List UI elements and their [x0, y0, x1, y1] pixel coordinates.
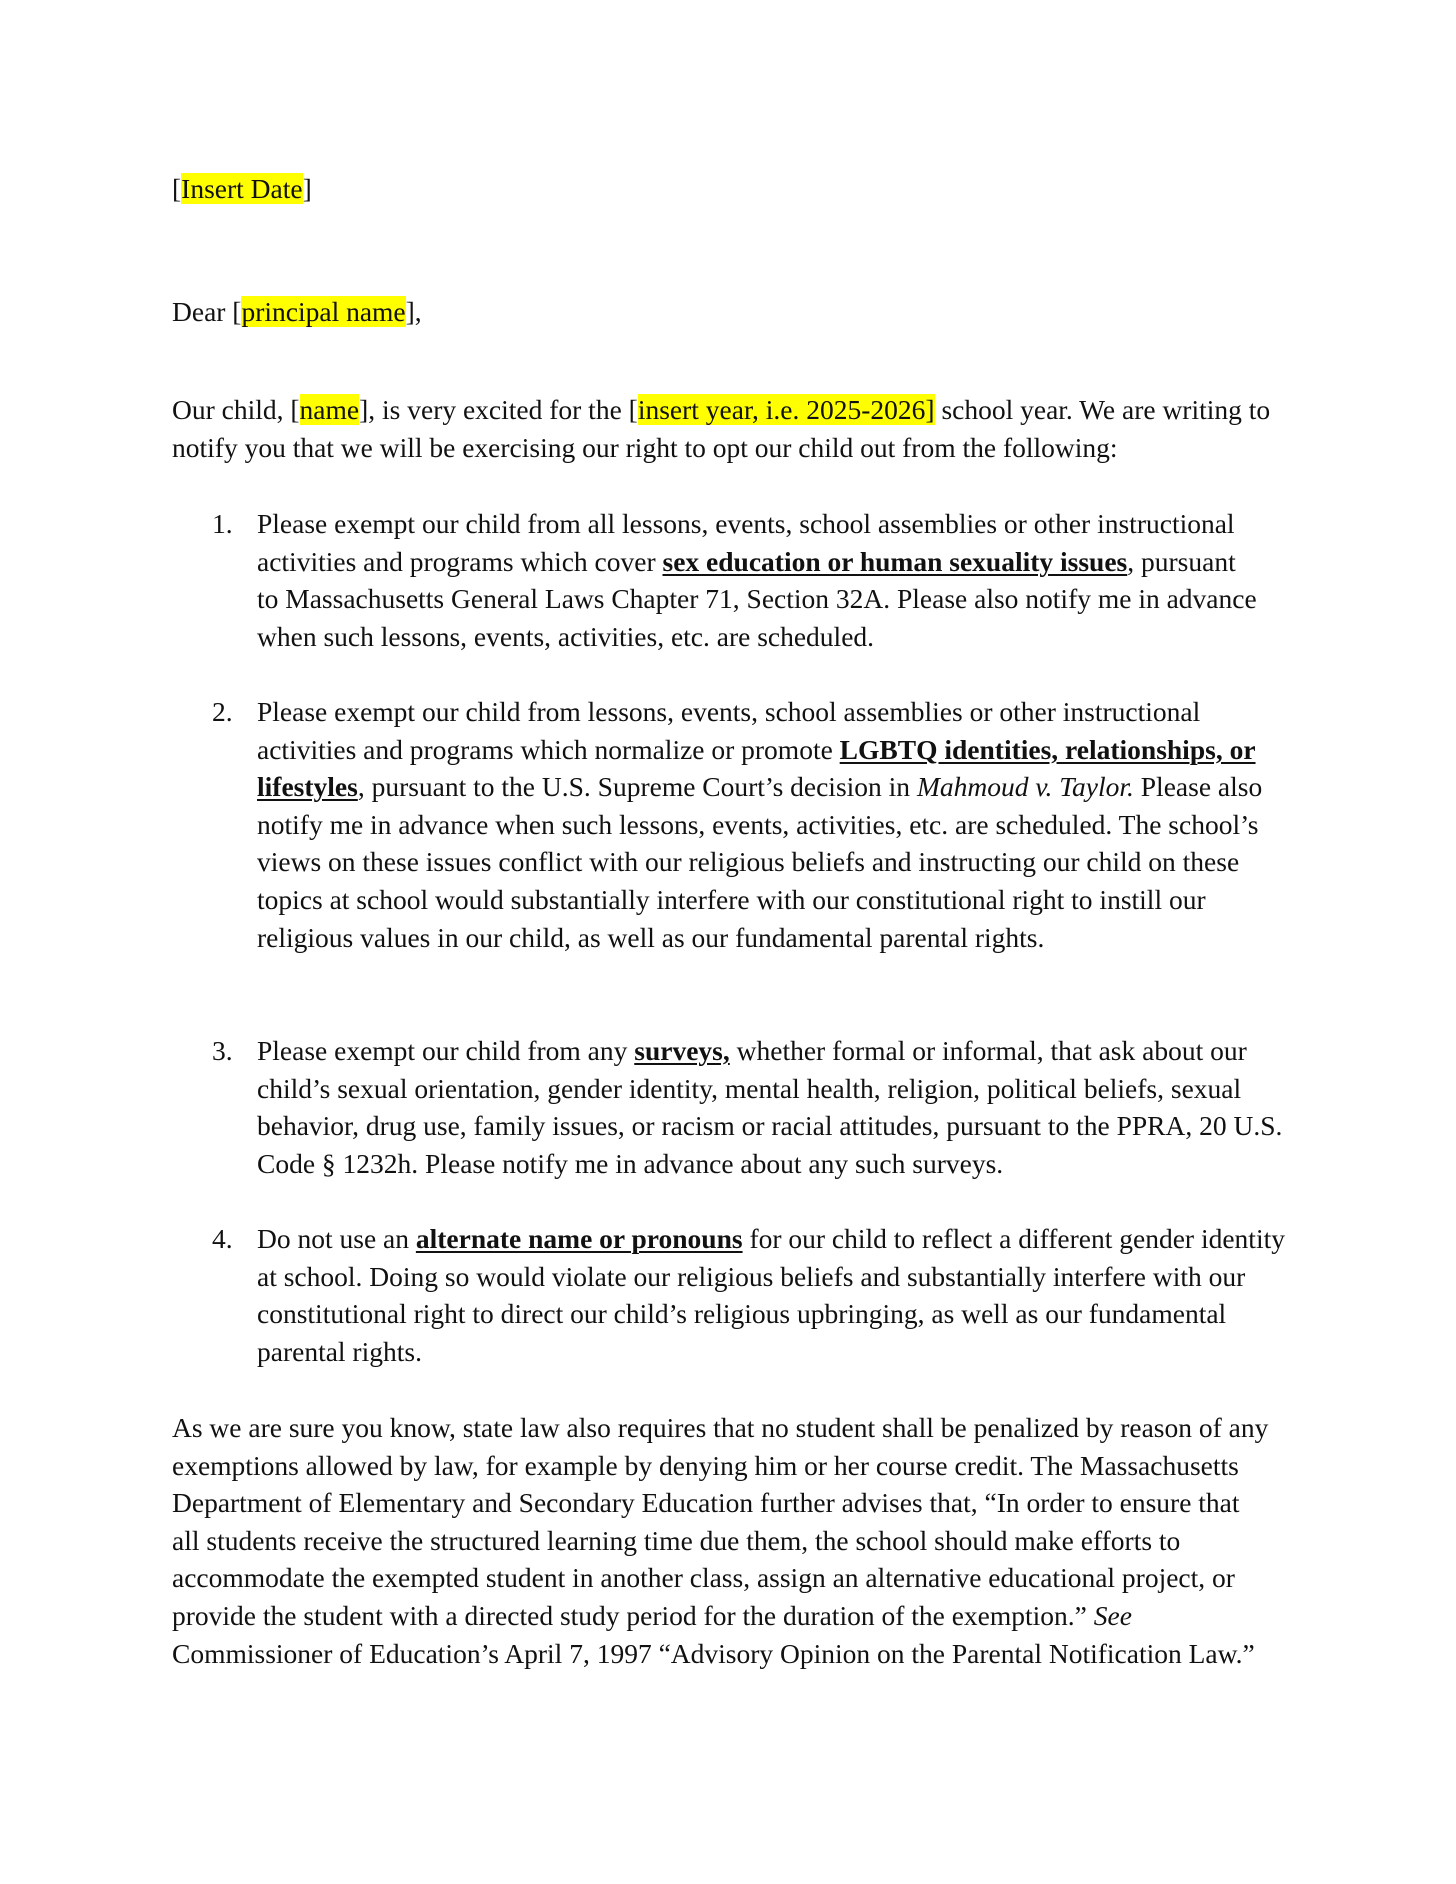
- date-bracket-open: [: [172, 173, 182, 204]
- list-item-text-before: Please exempt our child from all lessons, events, school assemblies or other instructional activities and programs which cover: [257, 508, 1235, 577]
- list-item-text-after-2: Please also notify me in advance when such lessons, events, activities, etc. are scheduled. The school’s views on these issues conflict with our religious beliefs and instructing our child on these topics at school would substantially interfere with our constitutional right to instill our religious values in our child, as well as our fundamental parental rights.: [257, 771, 1263, 953]
- list-item-text: [257, 1032, 1307, 1182]
- case-name: Mahmoud v. Taylor.: [916, 771, 1134, 803]
- date-placeholder: Insert Date: [181, 173, 303, 204]
- list-item-text-after: , pursuant to the U.S. Supreme Court’s decision in: [357, 771, 917, 803]
- list-item-number: 4.: [212, 1223, 233, 1254]
- closing-paragraph: [172, 1409, 1272, 1672]
- list-item-emphasis: surveys,: [634, 1035, 730, 1066]
- date-bracket-close: ]: [302, 173, 312, 204]
- intro-part-1: Our child, [: [172, 394, 300, 425]
- list-item-text-after: , pursuant to Massachusetts General Laws Chapter 71, Section 32A. Please also notify me in advance when such lessons, events, activities, etc. are scheduled.: [257, 545, 1257, 652]
- principal-name-placeholder: principal name: [241, 296, 406, 327]
- list-item-emphasis: LGBTQ identities, relationships, or lifestyles: [257, 733, 1256, 803]
- school-year-placeholder: insert year, i.e. 2025-2026]: [637, 394, 935, 425]
- list-item-text-after: for our child to reflect a different gender identity at school. Doing so would violate our religious beliefs and substantially interfere with our constitutional right to direct our child’s religious upbringing, as well as our fundamental parental rights.: [257, 1223, 1285, 1367]
- closing-text: As we are sure you know, state law also requires that no student shall be penalized by reason of any exemptions allowed by law, for example by denying him or her course credit. The Massachusetts Department of Elementary and Secondary Education further advises that, “In order to ensure that all students receive the structured learning time due them, the school should make efforts to accommodate the exempted student in another class, assign an alternative educational project, or provide the student with a directed study period for the duration of the exemption.”: [172, 1412, 1269, 1631]
- list-item-emphasis: sex education or human sexuality issues: [662, 545, 1128, 577]
- child-name-placeholder: name: [299, 394, 360, 425]
- list-item-number: 2.: [212, 696, 233, 727]
- intro-part-2: ], is very excited for the [: [359, 394, 638, 425]
- list-item-text-before: Do not use an: [257, 1223, 416, 1254]
- salutation: [172, 293, 1312, 331]
- list-item-number: 1.: [212, 508, 233, 539]
- intro-paragraph: [172, 391, 1302, 466]
- closing-citation: Commissioner of Education’s April 7, 1997 “Advisory Opinion on the Parental Notification Law.”: [172, 1637, 1255, 1669]
- list-item-text: [257, 1220, 1307, 1370]
- intro-part-3: school year. We are writing to notify you that we will be exercising our right to opt our child out from the following:: [172, 394, 1271, 463]
- list-item-text: [257, 505, 1257, 655]
- list-item-text-before: Please exempt our child from lessons, events, school assemblies or other instructional activities and programs which normalize or promote: [257, 696, 1201, 765]
- list-item-text: [257, 693, 1287, 956]
- list-item-text-before: Please exempt our child from any: [257, 1035, 635, 1066]
- see-signal: See: [1093, 1599, 1132, 1631]
- salutation-suffix: ],: [405, 296, 422, 327]
- list-item-number: 3.: [212, 1035, 233, 1066]
- list-item-text-after: whether formal or informal, that ask about our child’s sexual orientation, gender identity, mental health, religion, political beliefs, sexual behavior, drug use, family issues, or racism or racial attitudes, pursuant to the PPRA, 20 U.S. Code § 1232h. Please notify me in advance about any such surveys.: [257, 1035, 1283, 1179]
- salutation-prefix: Dear [: [172, 296, 242, 327]
- list-item-emphasis: alternate name or pronouns: [415, 1223, 743, 1254]
- date-line: [172, 170, 1312, 208]
